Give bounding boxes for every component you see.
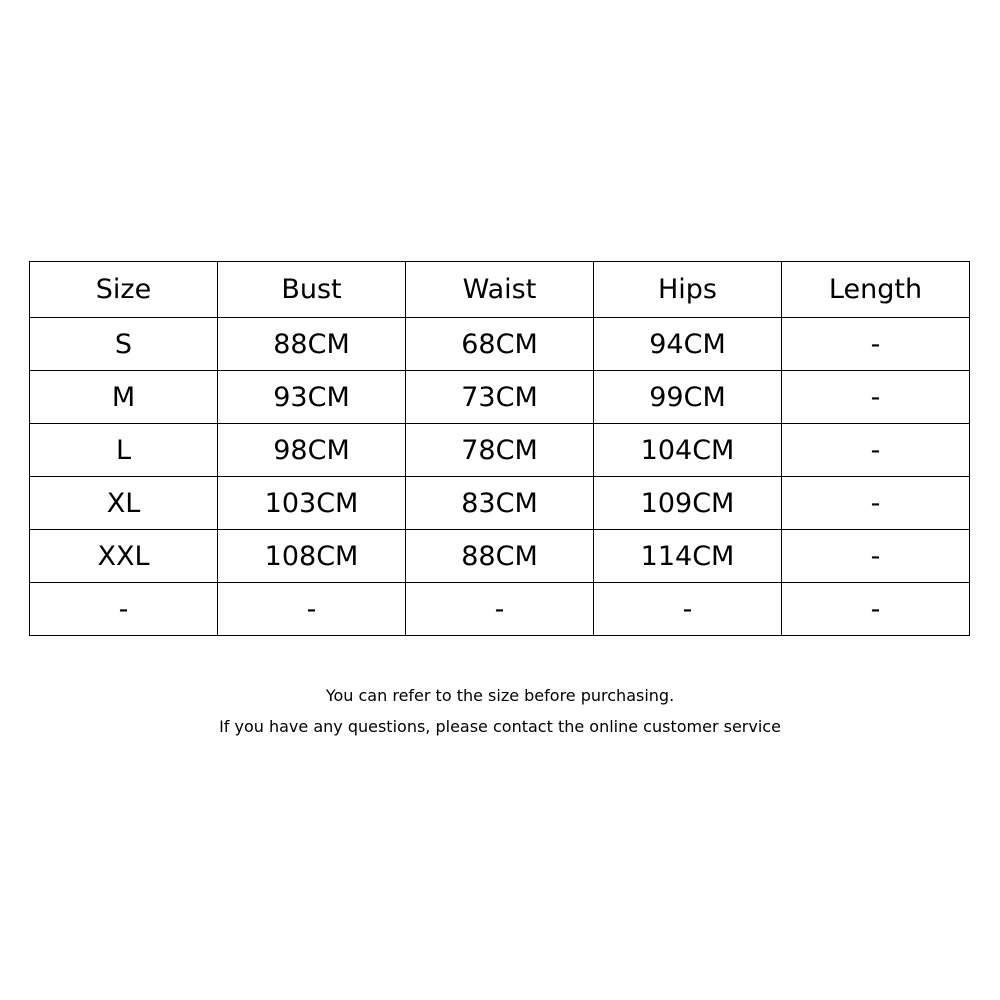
header-hips: Hips bbox=[594, 262, 782, 318]
cell-hips: 94CM bbox=[594, 318, 782, 371]
cell-bust: 108CM bbox=[218, 530, 406, 583]
cell-bust: 88CM bbox=[218, 318, 406, 371]
cell-waist: 83CM bbox=[406, 477, 594, 530]
cell-length: - bbox=[782, 530, 970, 583]
table-row bbox=[30, 477, 970, 530]
table-row bbox=[30, 583, 970, 636]
cell-length: - bbox=[782, 371, 970, 424]
size-chart-table bbox=[29, 261, 970, 636]
cell-hips: 104CM bbox=[594, 424, 782, 477]
cell-hips: 109CM bbox=[594, 477, 782, 530]
header-waist: Waist bbox=[406, 262, 594, 318]
cell-size: M bbox=[30, 371, 218, 424]
table-row bbox=[30, 530, 970, 583]
cell-hips: 114CM bbox=[594, 530, 782, 583]
cell-length: - bbox=[782, 318, 970, 371]
cell-waist: 73CM bbox=[406, 371, 594, 424]
header-length: Length bbox=[782, 262, 970, 318]
cell-length: - bbox=[782, 424, 970, 477]
cell-size: XXL bbox=[30, 530, 218, 583]
note-line-refer: You can refer to the size before purchasing. bbox=[325, 686, 675, 705]
size-notes bbox=[0, 680, 1000, 742]
cell-bust: - bbox=[218, 583, 406, 636]
cell-size: L bbox=[30, 424, 218, 477]
cell-bust: 103CM bbox=[218, 477, 406, 530]
cell-waist: - bbox=[406, 583, 594, 636]
table-row bbox=[30, 318, 970, 371]
cell-size: XL bbox=[30, 477, 218, 530]
header-bust: Bust bbox=[218, 262, 406, 318]
note-line-contact: If you have any questions, please contact the online customer service bbox=[219, 717, 781, 736]
table-header-row bbox=[30, 262, 970, 318]
cell-bust: 93CM bbox=[218, 371, 406, 424]
cell-hips: 99CM bbox=[594, 371, 782, 424]
table-row bbox=[30, 424, 970, 477]
cell-size: S bbox=[30, 318, 218, 371]
cell-length: - bbox=[782, 583, 970, 636]
cell-waist: 88CM bbox=[406, 530, 594, 583]
cell-length: - bbox=[782, 477, 970, 530]
table-row bbox=[30, 371, 970, 424]
header-size: Size bbox=[30, 262, 218, 318]
cell-waist: 68CM bbox=[406, 318, 594, 371]
cell-hips: - bbox=[594, 583, 782, 636]
cell-bust: 98CM bbox=[218, 424, 406, 477]
cell-waist: 78CM bbox=[406, 424, 594, 477]
cell-size: - bbox=[30, 583, 218, 636]
